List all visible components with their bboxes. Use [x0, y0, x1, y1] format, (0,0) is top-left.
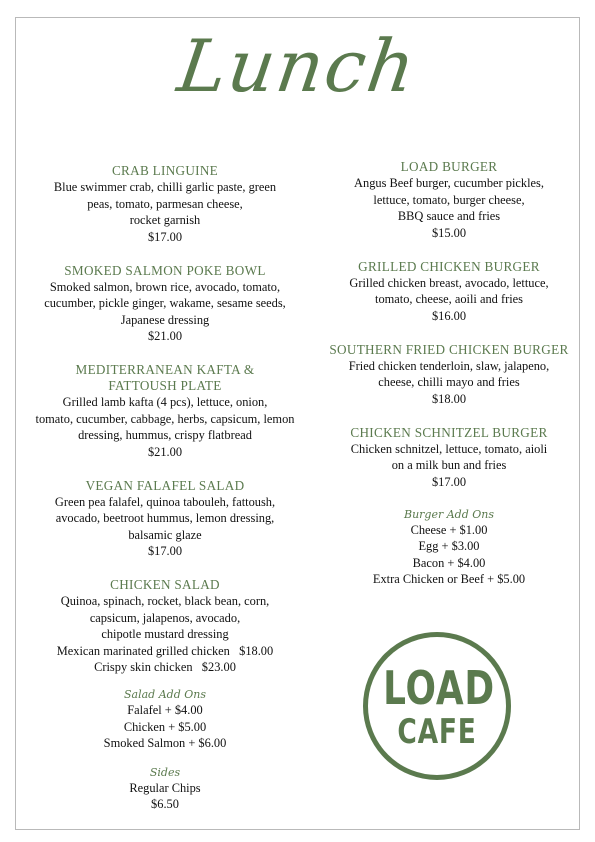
addon-item: Smoked Salmon + $6.00: [103, 736, 227, 750]
item-price: $21.00: [147, 444, 183, 459]
addon-item: Bacon + $4.00: [412, 555, 486, 570]
left-column: [22, 163, 308, 830]
item-price: $15.00: [431, 225, 467, 240]
item-description: avocado, beetroot hummus, lemon dressing,: [55, 511, 275, 525]
item-price: $17.00: [147, 229, 183, 244]
item-description: cheese, chilli mayo and fries: [378, 375, 520, 389]
item-description: Grilled chicken breast, avocado, lettuce,: [349, 275, 549, 290]
item-price: $18.00: [431, 391, 467, 406]
item-description: Angus Beef burger, cucumber pickles,: [354, 176, 544, 190]
item-name: LOAD BURGER: [400, 159, 498, 174]
addon-item: Egg + $3.00: [418, 539, 480, 553]
side-item: Regular Chips: [129, 780, 201, 795]
addon-item: Falafel + $4.00: [127, 703, 203, 717]
item-price: Crispy skin chicken $23.00: [94, 660, 236, 674]
item-description: dressing, hummus, crispy flatbread: [78, 428, 252, 442]
item-name: VEGAN FALAFEL SALAD: [85, 477, 245, 493]
item-price: $21.00: [147, 329, 183, 343]
item-price: $17.00: [431, 474, 467, 489]
item-name: SMOKED SALMON POKE BOWL: [64, 262, 266, 278]
menu-item-smoked-salmon-poke-bowl: [22, 263, 308, 346]
item-description: cucumber, pickle ginger, wakame, sesame seeds,: [44, 296, 286, 310]
item-description: capsicum, jalapenos, avocado,: [89, 610, 241, 625]
burger-addons-heading: Burger Add Ons: [403, 507, 494, 521]
right-column: [318, 159, 580, 605]
item-description: peas, tomato, parmesan cheese,: [87, 196, 243, 211]
addon-item: Cheese + $1.00: [410, 522, 488, 537]
item-description: Fried chicken tenderloin, slaw, jalapeno,: [348, 358, 550, 373]
menu-item-grilled-chicken-burger: [318, 259, 580, 325]
item-description: Smoked salmon, brown rice, avocado, tomato,: [49, 279, 281, 294]
salad-addons-heading: Salad Add Ons: [124, 688, 206, 701]
item-description: Green pea falafel, quinoa tabouleh, fattoush,: [54, 494, 276, 509]
item-description: on a milk bun and fries: [391, 458, 507, 472]
item-name: FATTOUSH PLATE: [108, 378, 222, 393]
item-name: GRILLED CHICKEN BURGER: [358, 258, 540, 274]
logo-text-cafe: CAFE: [397, 712, 477, 752]
menu-item-crab-linguine: [22, 163, 308, 246]
menu-item-vegan-falafel-salad: [22, 478, 308, 561]
item-description: chipotle mustard dressing: [101, 627, 229, 641]
item-description: Grilled lamb kafta (4 pcs), lettuce, onion,: [62, 395, 268, 409]
menu-item-chicken-salad: [22, 577, 308, 676]
item-name: SOUTHERN FRIED CHICKEN BURGER: [329, 341, 569, 357]
item-description: Chicken schnitzel, lettuce, tomato, aioli: [350, 441, 548, 456]
item-name: MEDITERRANEAN KAFTA &: [75, 362, 255, 377]
item-description: lettuce, tomato, burger cheese,: [373, 192, 525, 207]
menu-item-load-burger: [318, 159, 580, 242]
salad-addons: [22, 688, 308, 752]
item-price: $17.00: [147, 544, 183, 558]
item-description: rocket garnish: [129, 213, 201, 227]
item-description: Quinoa, spinach, rocket, black bean, corn,: [60, 594, 270, 608]
item-price: $16.00: [431, 308, 467, 323]
item-description: Japanese dressing: [120, 312, 210, 327]
item-name: CHICKEN SALAD: [110, 577, 220, 592]
burger-addons: [318, 508, 580, 588]
menu-item-chicken-schnitzel-burger: [318, 425, 580, 491]
side-price: $6.50: [151, 797, 179, 811]
item-name: CHICKEN SCHNITZEL BURGER: [350, 424, 548, 440]
item-description: tomato, cheese, aoili and fries: [375, 292, 523, 306]
item-description: tomato, cucumber, cabbage, herbs, capsicum, lemon: [35, 411, 295, 426]
logo-text-load: LOAD: [383, 661, 495, 715]
item-description: Blue swimmer crab, chilli garlic paste, green: [53, 180, 277, 194]
item-description: balsamic glaze: [128, 527, 202, 542]
addon-item: Extra Chicken or Beef + $5.00: [372, 572, 526, 586]
load-cafe-logo: [363, 632, 511, 780]
menu-item-southern-fried-chicken-burger: [318, 342, 580, 408]
addon-item: Chicken + $5.00: [123, 719, 207, 734]
sides: [22, 766, 308, 813]
sides-heading: Sides: [149, 765, 181, 779]
menu-item-mediterranean-kafta: [22, 362, 308, 461]
page-title: Lunch: [172, 24, 423, 108]
item-name: CRAB LINGUINE: [111, 163, 219, 178]
item-price: Mexican marinated grilled chicken $18.00: [56, 643, 274, 658]
item-description: BBQ sauce and fries: [397, 209, 501, 223]
